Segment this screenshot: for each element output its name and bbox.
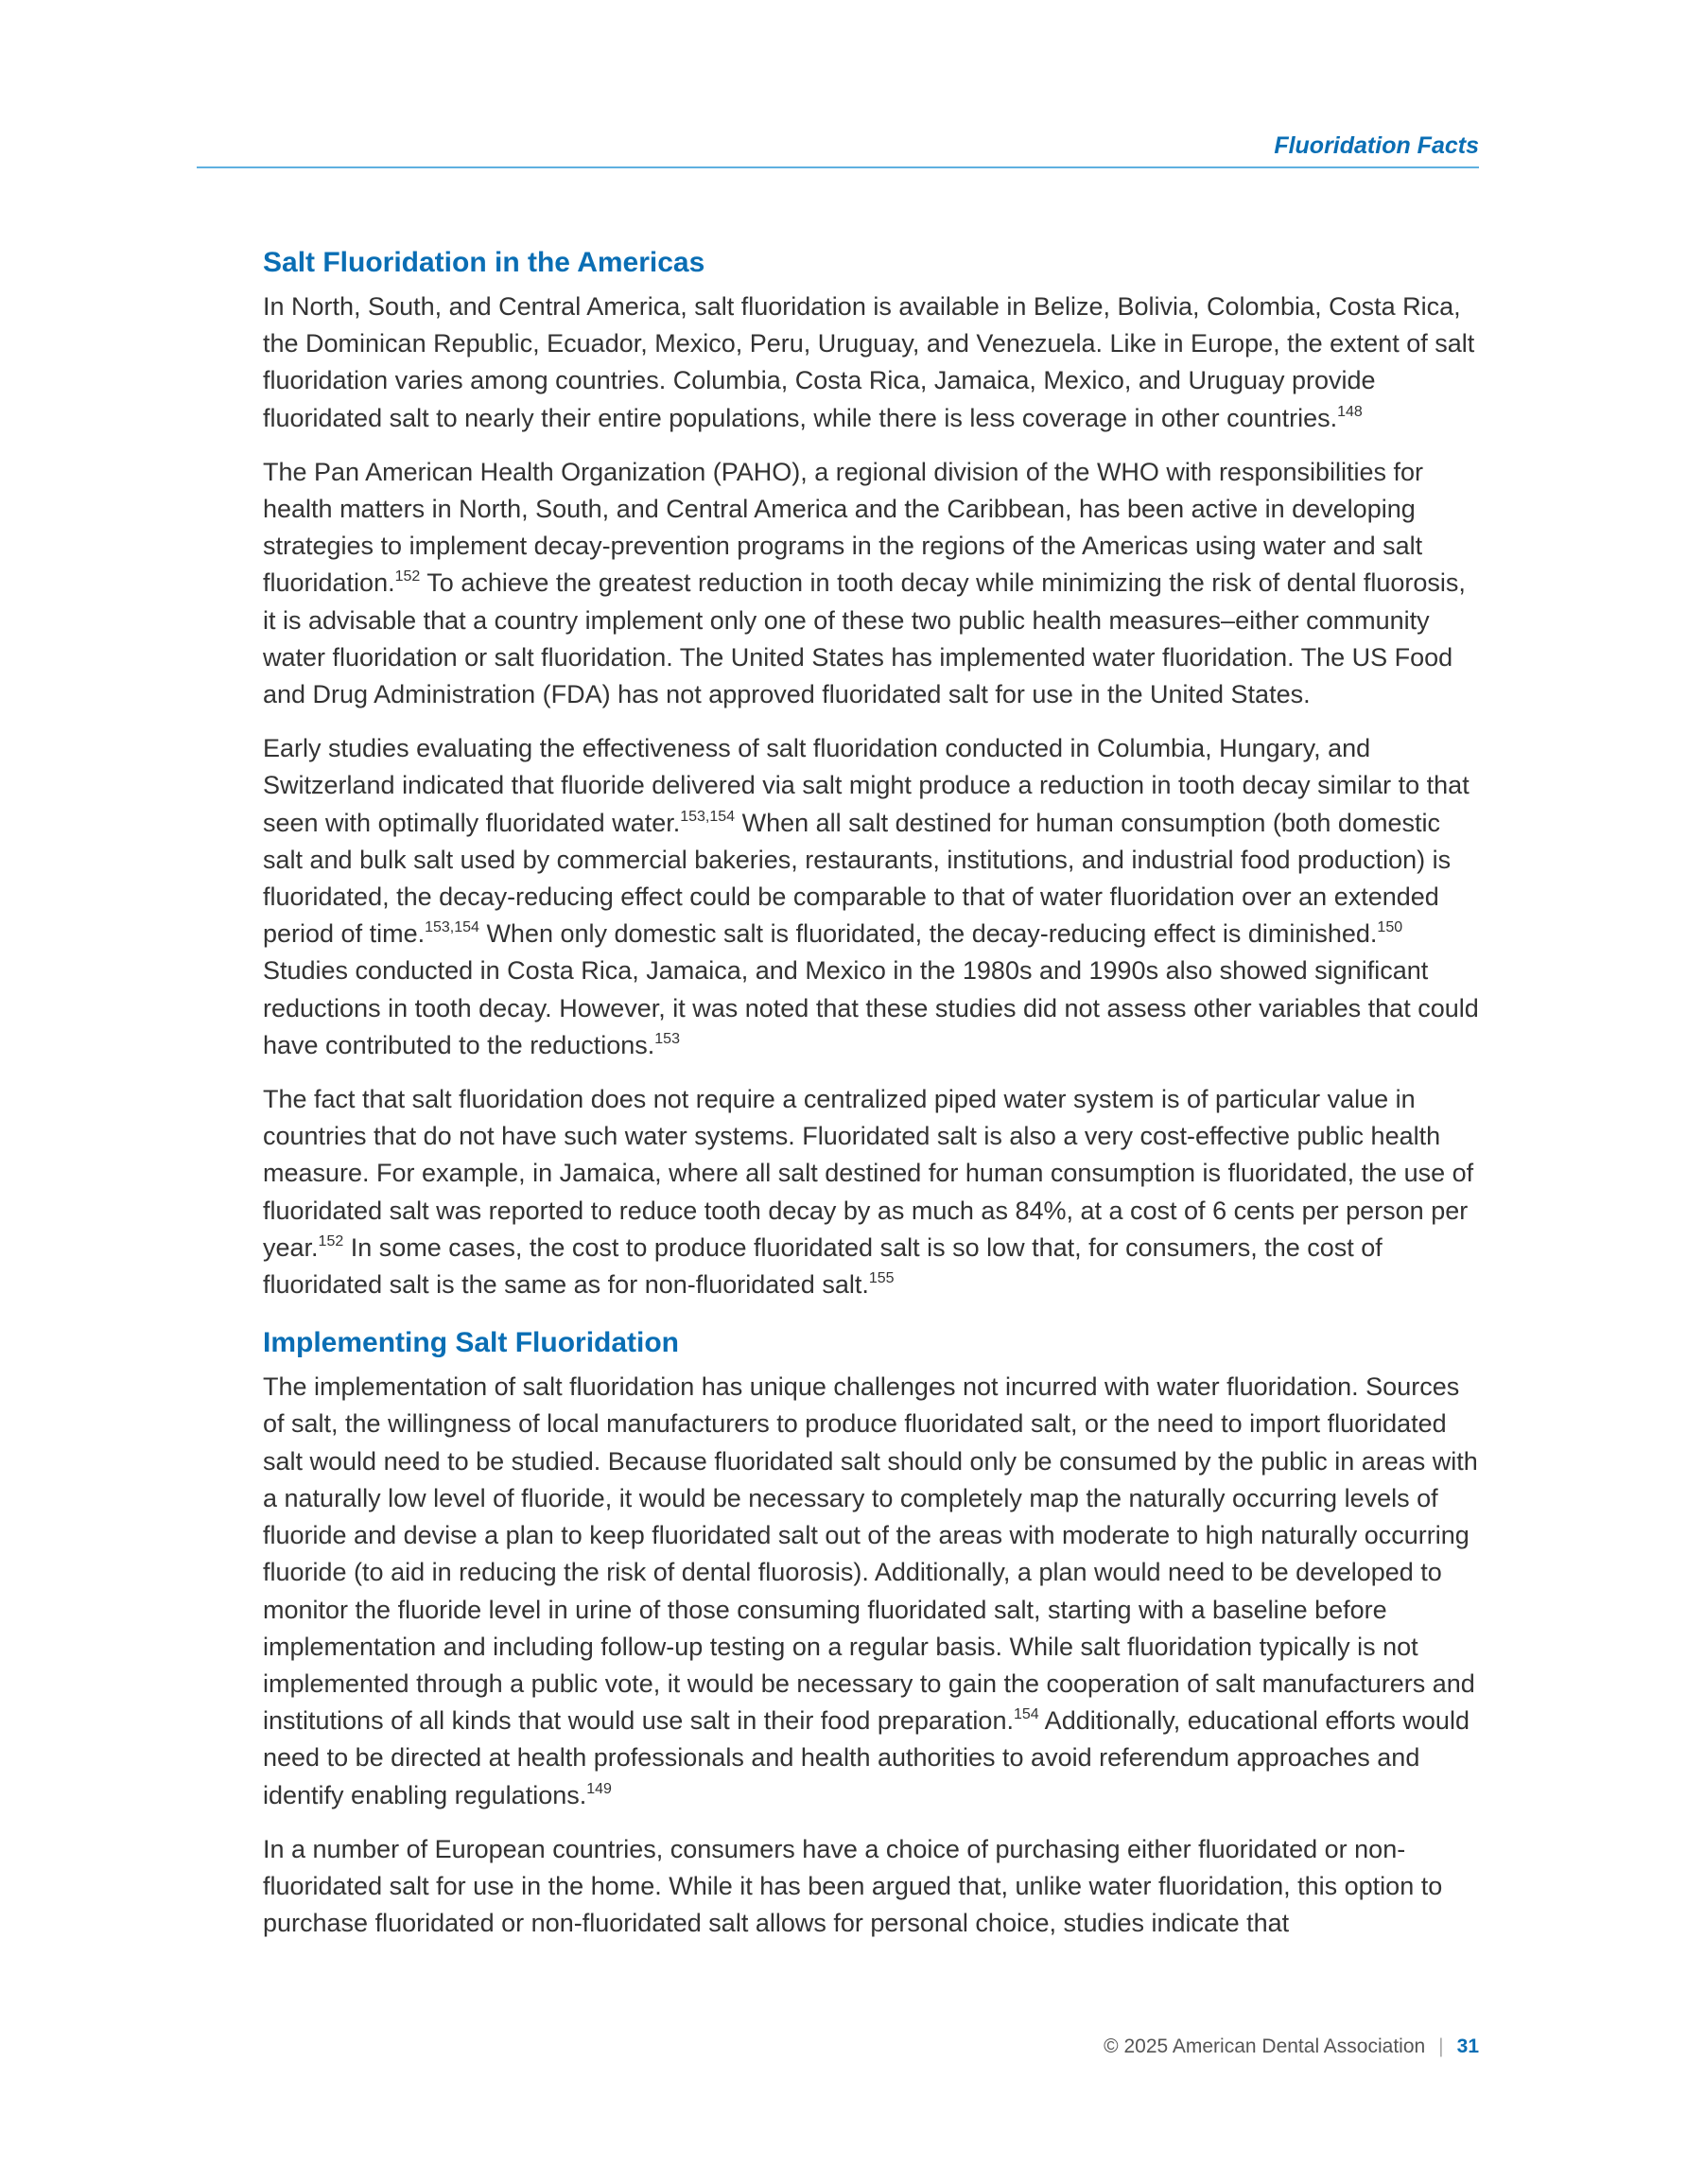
citation: 152	[318, 1232, 344, 1249]
citation: 153	[654, 1030, 680, 1047]
citation: 153,154	[680, 808, 736, 825]
section-heading-implementing: Implementing Salt Fluoridation	[263, 1327, 680, 1359]
paragraph-text: The implementation of salt fluoridation has unique challenges not incurred with water fluoridation. Sources of salt, the willingness of local manufacturers to produce fluoridated salt, or the need to import fluoridated salt would need to be studied. Because fluoridated salt should only be consumed by the public in areas with a naturally low level of fluoride, it would be necessary to completely map the naturally occurring levels of fluoride and devise a plan to keep fluoridated salt out of the areas with moderate to high naturally occurring fluoride (to aid in reducing the risk of dental fluorosis). Additionally, a plan would need to be developed to monitor the fluoride level in urine of those consuming fluoridated salt, starting with a baseline before implementation and including follow-up testing on a regular basis. While salt fluoridation typically is not implemented through a public vote, it would be necessary to gain the cooperation of salt manufacturers and institutions of all kinds that would use salt in their food preparation.	[263, 1372, 1478, 1736]
running-header-title: Fluoridation Facts	[1274, 132, 1479, 159]
paragraph	[263, 730, 1483, 1064]
section-heading-americas: Salt Fluoridation in the Americas	[263, 247, 705, 278]
paragraph	[263, 1831, 1483, 1943]
page-number: 31	[1456, 2035, 1479, 2057]
copyright-text: © 2025 American Dental Association	[1104, 2035, 1426, 2057]
paragraph-text: When only domestic salt is fluoridated, the decay-reducing effect is diminished.	[478, 919, 1378, 949]
footer-separator: |	[1438, 2035, 1444, 2057]
paragraph-text: In North, South, and Central America, salt fluoridation is available in Belize, Bolivia, Colombia, Costa Rica, the Dominican Republic, Ecuador, Mexico, Peru, Uruguay, and Venezuela. Like in Europe, the extent of salt fluoridation varies among countries. Columbia, Costa Rica, Jamaica, Mexico, and Uruguay provide fluoridated salt to nearly their entire populations, while there is less coverage in other countries.	[263, 292, 1475, 432]
citation: 149	[586, 1780, 612, 1797]
paragraph-text: Additionally, educational efforts would need to be directed at health professionals and health authorities to avoid referendum approaches and identify enabling regulations.	[263, 1706, 1470, 1809]
paragraph-text: Early studies evaluating the effectiveness of salt fluoridation conducted in Columbia, Hungary, and Switzerland indicated that fluoride delivered via salt might produce a reduction in tooth decay similar to that seen with optimally fluoridated water.	[263, 734, 1470, 837]
page-footer	[197, 2035, 1479, 2058]
paragraph-text: Studies conducted in Costa Rica, Jamaica, and Mexico in the 1980s and 1990s also showed significant reductions in tooth decay. However, it was noted that these studies did not assess other variables that could have contributed to the reductions.	[263, 956, 1479, 1059]
citation: 154	[1013, 1706, 1039, 1723]
paragraph	[263, 454, 1483, 713]
citation: 155	[868, 1270, 895, 1287]
paragraph	[263, 1081, 1483, 1303]
paragraph	[263, 1369, 1483, 1813]
header-divider	[197, 166, 1479, 168]
paragraph-text: The Pan American Health Organization (PAHO), a regional division of the WHO with responsibilities for health matters in North, South, and Central America and the Caribbean, has been active in developing strategies to implement decay-prevention programs in the regions of the Americas using water and salt fluoridation.	[263, 457, 1424, 598]
citation: 152	[394, 568, 421, 585]
citation: 148	[1337, 403, 1363, 420]
paragraph-text: To achieve the greatest reduction in tooth decay while minimizing the risk of dental fluorosis, it is advisable that a country implement only one of these two public health measures–either community water fluoridation or salt fluoridation. The United States has implemented water fluoridation. The US Food and Drug Administration (FDA) has not approved fluoridated salt for use in the United States.	[263, 568, 1466, 709]
paragraph-text: In a number of European countries, consumers have a choice of purchasing either fluoridated or non-fluoridated salt for use in the home. While it has been argued that, unlike water fluoridation, this option to purchase fluoridated or non-fluoridated salt allows for personal choice, studies indicate that	[263, 1834, 1443, 1938]
citation: 153,154	[425, 919, 479, 936]
paragraph-text: In some cases, the cost to produce fluoridated salt is so low that, for consumers, the cost of fluoridated salt is the same as for non-fluoridated salt.	[263, 1232, 1383, 1300]
citation: 150	[1377, 919, 1403, 936]
paragraph-text: The fact that salt fluoridation does not require a centralized piped water system is of particular value in countries that do not have such water systems. Fluoridated salt is also a very cost-effective public health measure. For example, in Jamaica, where all salt destined for human consumption is fluoridated, the use of fluoridated salt was reported to reduce tooth decay by as much as 84%, at a cost of 6 cents per person per year.	[263, 1085, 1474, 1262]
paragraph-text: When all salt destined for human consumption (both domestic salt and bulk salt used by commercial bakeries, restaurants, institutions, and industrial food production) is fluoridated, the decay-reducing effect could be comparable to that of water fluoridation over an extended period of time.	[263, 808, 1452, 949]
page-content	[263, 244, 1483, 1959]
paragraph	[263, 288, 1483, 437]
